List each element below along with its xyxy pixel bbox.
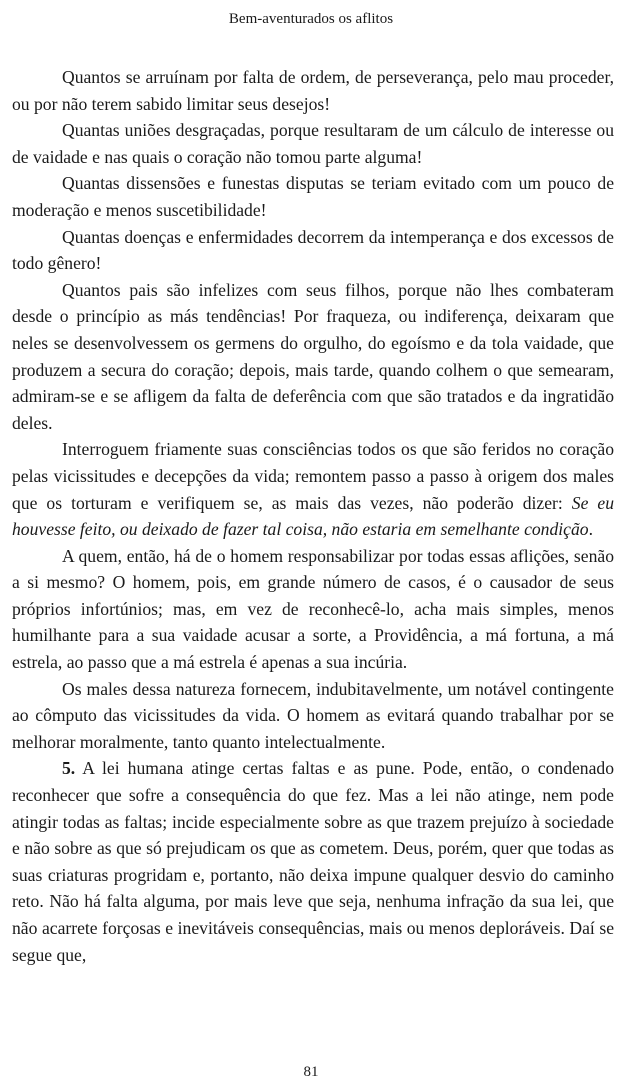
paragraph-consciences [12, 436, 614, 542]
running-head: Bem-aventurados os aflitos [228, 11, 394, 27]
paragraph-consciences-end: . [588, 519, 593, 540]
paragraph-diseases: Quantas doenças e enfermidades decorrem da intemperança e dos excessos de todo gênero! [12, 226, 614, 274]
paragraph-unions: Quantas uniões desgraçadas, porque resultaram de um cálculo de interesse ou de vaidade e nas quais o coração não tomou parte alguma! [12, 120, 614, 167]
paragraph-five-text: A lei humana atinge certas faltas e as pune. Pode, então, o condenado reconhecer que sofre a consequência do que fez. Mas a lei não atinge, nem pode atingir todas as faltas; incide especialmente sobre as que trazem prejuízo à sociedade e não sobre as que só prejudicam os que as cometem. Deus, porém, quer que todas as suas criaturas progridam e, portanto, não deixa impune qualquer desvio do caminho reto. Não há falta alguma, por mais leve que seja, nenhuma infração da sua lei, que não acarrete forçosas e inevitáveis consequências, mais ou menos deploráveis. Daí se segue que, [12, 758, 614, 965]
paragraph-consciences-italic: Se eu houvesse feito, ou deixado de fazer tal coisa, não estaria em semelhante condição [12, 492, 614, 540]
paragraph-five [12, 755, 614, 968]
paragraph-ruin: Quantos se arruínam por falta de ordem, de perseverança, pelo mau proceder, ou por não terem sabido limitar seus desejos! [12, 67, 614, 114]
paragraph-evils: Os males dessa natureza fornecem, indubitavelmente, um notável contingente ao cômputo das vicissitudes da vida. O homem as evitará quando trabalhar por se melhorar moralmente, tanto quanto intelectualmente. [12, 678, 614, 752]
paragraph-consciences-text: Interroguem friamente suas consciências todos os que são feridos no coração pelas vicissitudes e decepções da vida; remontem passo a passo à origem dos males que os torturam e verifiquem se, as mais das vezes, não poderão dizer: [12, 439, 614, 513]
page-number: 81 [303, 1064, 319, 1080]
paragraph-parents: Quantos pais são infelizes com seus filhos, porque não lhes combateram desde o princípio as más tendências! Por fraqueza, ou indiferença, deixaram que neles se desenvolvessem os germens do orgulho, do egoísmo e da tola vaidade, que produzem a secura do coração; depois, mais tarde, quando colhem o que semearam, admiram-se e se afligem da falta de deferência com que são tratados e da ingratidão deles. [12, 279, 614, 433]
section-number: 5. [62, 758, 76, 779]
page-body [12, 64, 614, 968]
paragraph-responsibility: A quem, então, há de o homem responsabilizar por todas essas aflições, senão a si mesmo? O homem, pois, em grande número de casos, é o causador de seus próprios infortúnios; mas, em vez de reconhecê-lo, acha mais simples, menos humilhante para a sua vaidade acusar a sorte, a Providência, a má fortuna, a má estrela, ao passo que a má estrela é apenas a sua incúria. [12, 545, 614, 673]
paragraph-dissensions: Quantas dissensões e funestas disputas se teriam evitado com um pouco de moderação e menos suscetibilidade! [12, 173, 614, 220]
